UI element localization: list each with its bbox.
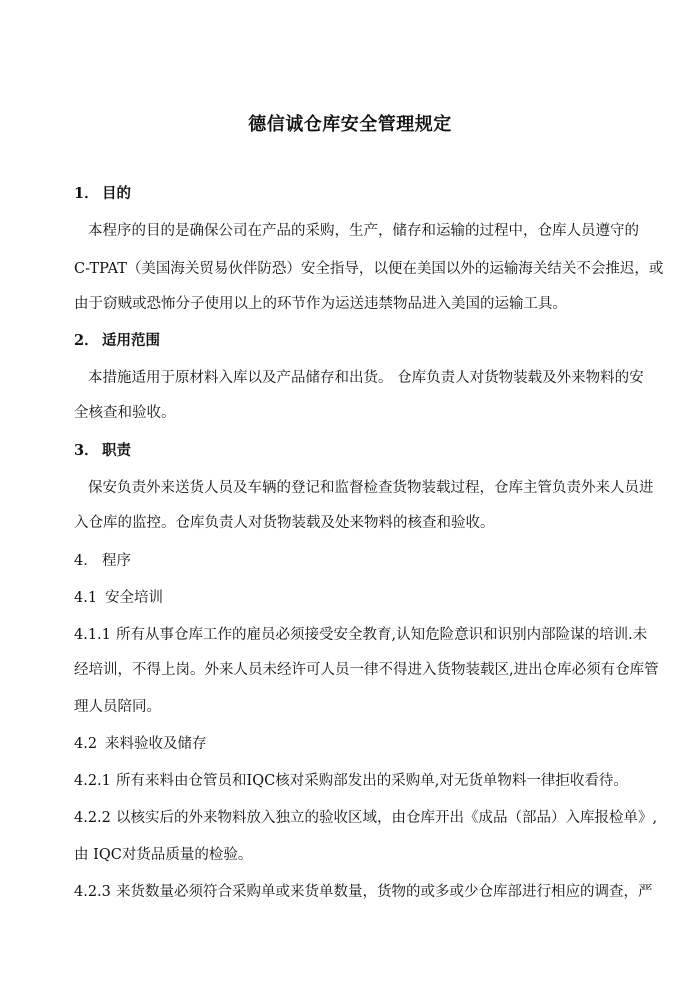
subsection-4-1-title: 安全培训 xyxy=(105,590,163,606)
paragraph-4-2-3-number: 4.2.3 xyxy=(74,884,111,900)
paragraph-4-2-1-number: 4.2.1 xyxy=(74,773,111,789)
section-1-line: C-TPAT（美国海关贸易伙伴防恐）安全指导，以便在美国以外的运输海关结关不会推迟，或 xyxy=(74,261,664,277)
section-2-line: 全核查和验收。 xyxy=(74,405,176,421)
section-1-title: 目的 xyxy=(102,185,131,202)
paragraph-4-2-2-number: 4.2.2 xyxy=(74,810,111,826)
section-2-heading xyxy=(74,331,160,351)
paragraph-4-2-3 xyxy=(74,882,653,902)
paragraph-4-1-1-line: 理人员陪同。 xyxy=(74,699,161,715)
section-1-line: 本程序的目的是确保公司在产品的采购，生产，储存和运输的过程中，仓库人员遵守的 xyxy=(88,223,639,239)
section-2-title: 适用范围 xyxy=(102,332,160,349)
subsection-4-2-number: 4.2 xyxy=(74,736,98,752)
paragraph-4-2-2-first-line xyxy=(74,808,657,828)
document-title: 德信诚仓库安全管理规定 xyxy=(248,114,452,135)
section-4-number: 4． xyxy=(74,553,98,569)
section-2-line: 本措施适用于原材料入库以及产品储存和出货。 仓库负责人对货物装载及外来物料的安 xyxy=(88,370,644,386)
paragraph-4-2-3-line: 来货数量必须符合采购单或来货单数量，货物的或多或少仓库部进行相应的调查，严 xyxy=(116,884,653,900)
paragraph-4-2-2-line: 由 IQC对货品质量的检验。 xyxy=(74,847,253,863)
subsection-4-2-title: 来料验收及储存 xyxy=(105,736,207,752)
section-1-line: 由于窃贼或恐怖分子使用以上的环节作为运送违禁物品进入美国的运输工具。 xyxy=(74,296,567,312)
paragraph-4-1-1-line: 所有从事仓库工作的雇员必须接受安全教育,认知危险意识和识别内部险谋的培训.未 xyxy=(116,627,648,643)
section-2-number: 2． xyxy=(74,332,99,349)
section-3-line: 保安负责外来送货人员及车辆的登记和监督检查货物装载过程，仓库主管负责外来人员进 xyxy=(88,480,654,496)
subsection-4-2-heading xyxy=(74,734,207,754)
paragraph-4-2-1-line: 所有来料由仓管员和IQC核对采购部发出的采购单,对无货单物料一律拒收看待。 xyxy=(116,773,628,789)
section-4-title: 程序 xyxy=(102,553,131,569)
section-3-number: 3． xyxy=(74,442,99,459)
paragraph-4-2-2-line: 以核实后的外来物料放入独立的验收区域，由仓库开出《成品（部品）入库报检单》, xyxy=(116,810,658,826)
section-3-line: 入仓库的监控。仓库负责人对货物装载及处来物料的核查和验收。 xyxy=(74,515,495,531)
section-3-title: 职责 xyxy=(102,442,131,459)
section-1-heading xyxy=(74,184,131,204)
section-1-number: 1． xyxy=(74,185,99,202)
paragraph-4-1-1-first-line xyxy=(74,625,647,645)
subsection-4-1-number: 4.1 xyxy=(74,590,98,606)
paragraph-4-1-1-line: 经培训，不得上岗。外来人员未经许可人员一律不得进入货物装载区,进出仓库必须有仓库管 xyxy=(74,662,659,678)
section-4-heading xyxy=(74,551,131,571)
section-3-heading xyxy=(74,441,131,461)
paragraph-4-2-1 xyxy=(74,771,628,791)
subsection-4-1-heading xyxy=(74,588,163,608)
paragraph-4-1-1-number: 4.1.1 xyxy=(74,627,111,643)
